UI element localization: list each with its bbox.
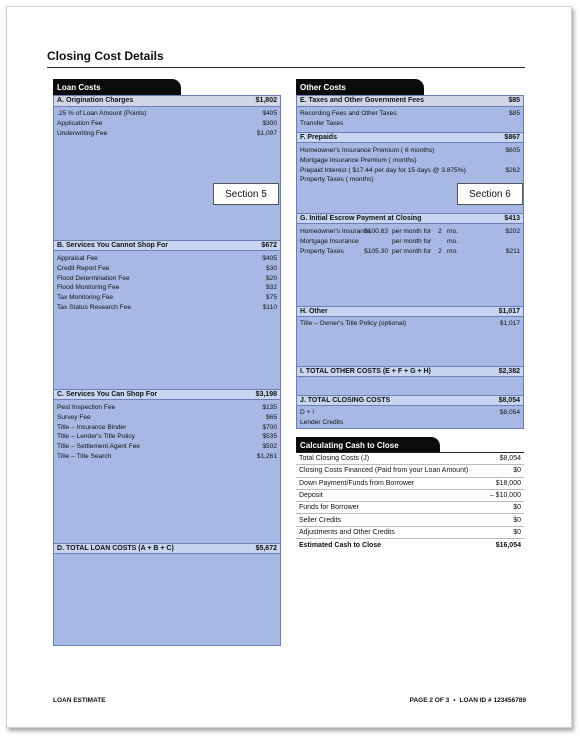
section-d-amount: $5,672 xyxy=(255,545,277,552)
list-item: Mortgage Insurance Premium ( months) xyxy=(300,156,417,164)
section-a-amount: $1,802 xyxy=(255,97,277,104)
section-e-header xyxy=(297,96,523,107)
section-f-amount: $867 xyxy=(504,134,520,141)
cash-total-row: Estimated Cash to Close $16,054 xyxy=(299,541,521,549)
section-a-rows xyxy=(57,109,277,138)
title-rule xyxy=(47,67,525,68)
footer-page: PAGE 2 OF 3 xyxy=(409,697,450,704)
list-item: Pest Inspection Fee $135 xyxy=(57,404,277,411)
section-g-label: G. Initial Escrow Payment at Closing xyxy=(300,215,422,222)
list-item: Survey Fee $65 xyxy=(57,413,277,421)
list-item: .25 % of Loan Amount (Points) $405 xyxy=(57,110,277,117)
section-c-amount: $3,198 xyxy=(255,391,277,398)
cash-to-close-table xyxy=(296,453,524,551)
section-i-header xyxy=(297,366,523,377)
section-j-label: J. TOTAL CLOSING COSTS xyxy=(300,397,391,404)
cash-to-close-tab: Calculating Cash to Close xyxy=(296,437,440,453)
section-h-amount: $1,017 xyxy=(498,308,520,315)
list-item: Underwriting Fee $1,097 xyxy=(57,129,277,137)
section-e-label: E. Taxes and Other Government Fees xyxy=(300,97,424,104)
section-h-label: H. Other xyxy=(300,308,328,315)
other-costs-tab: Other Costs xyxy=(296,79,424,95)
table-row: Funds for Borrower $0 xyxy=(296,502,524,514)
section-f-rows xyxy=(300,146,520,185)
table-row: Adjustments and Other Credits $0 xyxy=(296,527,524,539)
list-item: Title – Title Search $1,261 xyxy=(57,452,277,460)
list-item: Prepaid Interest ( $17.44 per day for 15 days @ 3.875%) $262 xyxy=(300,166,520,174)
list-item: Homeowner's Insurance Premium ( 6 months) $605 xyxy=(300,147,520,154)
list-item: Flood Monitoring Fee $32 xyxy=(57,284,277,292)
section-g-rows xyxy=(300,227,520,256)
table-row: Seller Credits $0 xyxy=(296,514,524,526)
section-b-rows xyxy=(57,254,277,313)
escrow-row: Homeowner's Insurance $100.83 per month for 2 mo. $202 xyxy=(300,228,520,235)
list-item: Transfer Taxes xyxy=(300,119,344,127)
footer-separator: • xyxy=(453,697,456,704)
section-f-header xyxy=(297,132,523,143)
other-costs-panel xyxy=(296,95,524,429)
list-item: Title – Lender's Title Policy $535 xyxy=(57,433,277,441)
footer-loan-id: LOAN ID # 123456789 xyxy=(459,697,526,704)
page-title: Closing Cost Details xyxy=(47,49,164,63)
list-item: Flood Determination Fee $20 xyxy=(57,274,277,282)
section-c-rows xyxy=(57,403,277,462)
list-item: Recording Fees and Other Taxes $85 xyxy=(300,110,520,117)
section-d-label: D. TOTAL LOAN COSTS (A + B + C) xyxy=(57,545,174,552)
section-e-amount: $85 xyxy=(508,97,520,104)
section-e-rows xyxy=(300,109,520,129)
section-b-header xyxy=(54,240,280,251)
section-5-label: Section 5 xyxy=(213,183,279,205)
list-item: Property Taxes ( months) xyxy=(300,176,374,184)
section-b-amount: $672 xyxy=(261,242,277,249)
section-c-label: C. Services You Can Shop For xyxy=(57,391,158,398)
list-item: Lender Credits xyxy=(300,418,344,426)
list-item: Application Fee $300 xyxy=(57,119,277,127)
table-row: Down Payment/Funds from Borrower $18,000 xyxy=(296,478,524,490)
section-a-header xyxy=(54,96,280,107)
table-row: Closing Costs Financed (Paid from your Loan Amount) $0 xyxy=(296,465,524,477)
loan-costs-panel xyxy=(53,95,281,646)
section-d-header xyxy=(54,543,280,554)
section-j-header xyxy=(297,395,523,406)
section-6-label: Section 6 xyxy=(457,183,523,205)
section-h-rows xyxy=(300,319,520,329)
list-item: Appraisal Fee $405 xyxy=(57,255,277,262)
table-row: Deposit – $10,000 xyxy=(296,490,524,502)
list-item: Title – Insurance Binder $700 xyxy=(57,423,277,431)
list-item: Title – Settlement Agent Fee $502 xyxy=(57,443,277,451)
section-j-rows xyxy=(300,408,520,428)
table-row: Total Closing Costs (J) $8,054 xyxy=(296,453,524,465)
footer-doc-name: LOAN ESTIMATE xyxy=(53,697,106,704)
section-a-label: A. Origination Charges xyxy=(57,97,134,104)
section-g-header xyxy=(297,213,523,224)
footer-page-info xyxy=(410,697,526,704)
loan-costs-tab: Loan Costs xyxy=(53,79,181,95)
section-i-amount: $2,382 xyxy=(498,368,520,375)
section-c-header xyxy=(54,389,280,400)
list-item: Tax Monitoring Fee $75 xyxy=(57,294,277,302)
section-f-label: F. Prepaids xyxy=(300,134,337,141)
section-b-label: B. Services You Cannot Shop For xyxy=(57,242,168,249)
list-item: Tax Status Research Fee $110 xyxy=(57,303,277,311)
list-item: Credit Report Fee $30 xyxy=(57,264,277,272)
section-i-label: I. TOTAL OTHER COSTS (E + F + G + H) xyxy=(300,368,431,375)
list-item: Title – Owner's Title Policy (optional) $1,017 xyxy=(300,320,520,327)
list-item: D + I $8,054 xyxy=(300,409,520,416)
escrow-row: Property Taxes $105.30 per month for 2 mo. $211 xyxy=(300,247,520,255)
escrow-row: Mortgage Insurance per month for mo. xyxy=(300,237,458,245)
section-h-header xyxy=(297,306,523,317)
section-g-amount: $413 xyxy=(504,215,520,222)
section-j-amount: $8,054 xyxy=(498,397,520,404)
